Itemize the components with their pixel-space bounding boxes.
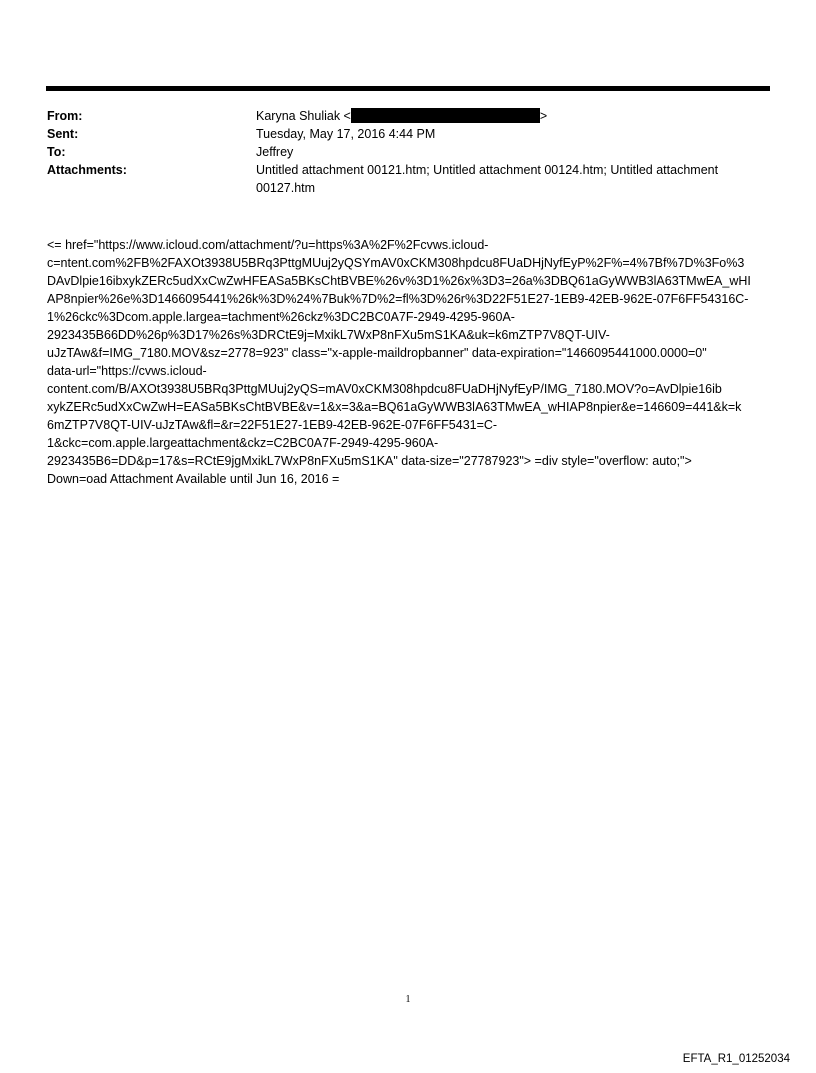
from-end: >	[539, 109, 548, 123]
header-divider	[46, 86, 770, 91]
to-row	[47, 143, 771, 161]
sent-value: Tuesday, May 17, 2016 4:44 PM	[256, 127, 436, 141]
sent-label: Sent:	[47, 127, 79, 141]
from-name: Karyna Shuliak <	[256, 109, 351, 123]
from-row	[47, 107, 771, 125]
attachments-label: Attachments:	[47, 163, 127, 177]
email-body: <= href="https://www.icloud.com/attachment/?u=https%3A%2F%2Fcvws.icloud- c=ntent.com%2FB%2FAXOt3938U5BRq3PttgMUuj2yQSYmAV0xCKM308hpdcu8FUaDHjNyfEyP%2F%=4%7Bf%7D%3Fo%3 DAvDlpie16ibxykZERc5udXxCwZwHFEASa5BKsChtBVBE%26v%3D1%26x%3D3=26a%3DBQ61aGyWWB3lA63TMwEA_wHI AP8npier%26e%3D1466095441%26k%3D%24%7Buk%7D%2=fl%3D%26r%3D22F51E27-1EB9-42EB-962E-07F6FF54316C- 1%26ckc%3Dcom.apple.largea=tachment%26ckz%3DC2BC0A7F-2949-4295-960A- 2923435B66DD%26p%3D17%26s%3DRCtE9j=MxikL7WxP8nFXu5mS1KA&uk=k6mZTP7V8QT-UIV- uJzTAw&f=IMG_7180.MOV&sz=2778=923" class="x-apple-maildropbanner" data-expiration="1466095441000.0000=0" data-url="https://cvws.icloud- content.com/B/AXOt3938U5BRq3PttgMUuj2yQS=mAV0xCKM308hpdcu8FUaDHjNyfEyP/IMG_7180.MOV?o=AvDlpie16ib xykZERc5udXxCwZwH=EASa5BKsChtBVBE&v=1&x=3&a=BQ61aGyWWB3lA63TMwEA_wHIAP8npier&e=146609=441&k=k 6mZTP7V8QT-UIV-uJzTAw&fl=&r=22F51E27-1EB9-42EB-962E-07F6FF5431=C- 1&ckc=com.apple.largeattachment&ckz=C2BC0A7F-2949-4295-960A- 2923435B6=DD&p=17&s=RCtE9jgMxikL7WxP8nFXu5mS1KA" data-size="27787923"> =div style="overflow: auto;"> Down=oad Attachment Available until Jun 16, 2016 =	[47, 238, 751, 486]
attachments-value: Untitled attachment 00121.htm; Untitled attachment 00124.htm; Untitled attachment 00127.htm	[256, 163, 719, 195]
to-value: Jeffrey	[256, 145, 294, 159]
redaction-block	[351, 108, 540, 123]
from-label: From:	[47, 109, 83, 123]
sent-row	[47, 125, 771, 143]
page-number: 1	[405, 994, 411, 1005]
to-label: To:	[47, 145, 66, 159]
from-value	[256, 107, 771, 125]
email-header	[47, 107, 771, 197]
attachments-row	[47, 161, 771, 197]
document-id: EFTA_R1_01252034	[682, 1053, 790, 1065]
